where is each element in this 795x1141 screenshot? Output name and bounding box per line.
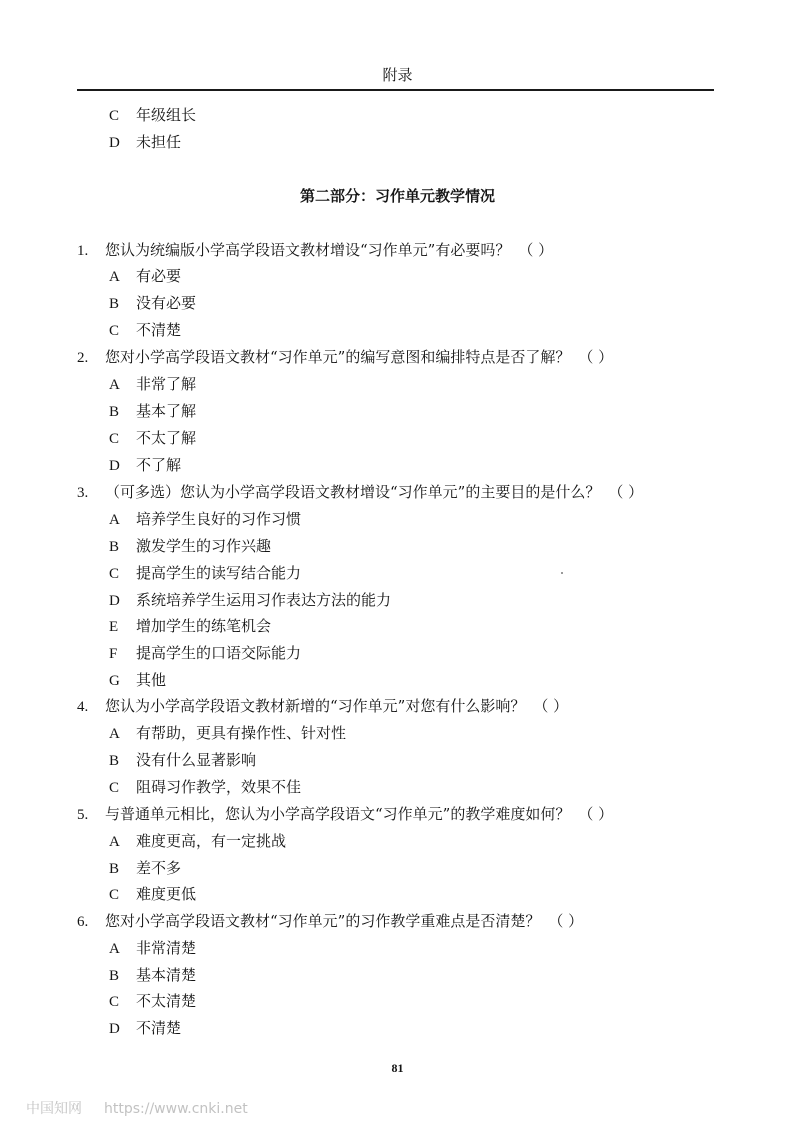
question-3-option-d (109, 589, 391, 611)
option-letter: B (109, 404, 120, 420)
answer-blank: （ ） (548, 912, 584, 930)
question-6-option-c (109, 990, 196, 1012)
question-3-option-a (109, 508, 301, 530)
option-letter: G (109, 673, 120, 689)
answer-blank: （ ） (608, 483, 644, 501)
question-number: 3. (77, 485, 89, 501)
option-text: 难度更高，有一定挑战 (136, 832, 287, 850)
option-text: 不太了解 (136, 429, 197, 447)
question-6 (77, 910, 583, 932)
question-3-option-e (109, 615, 271, 637)
question-3-option-c (109, 562, 301, 584)
question-text: 您认为统编版小学高学段语文教材增设“习作单元”有必要吗？ (105, 241, 511, 259)
option-letter: C (109, 994, 120, 1010)
header-rule (77, 89, 714, 91)
option-text: 系统培养学生运用习作表达方法的能力 (136, 591, 392, 609)
question-text: 您对小学高学段语文教材“习作单元”的编写意图和编排特点是否了解？ (105, 348, 571, 366)
question-2 (77, 346, 613, 368)
option-text: 不了解 (136, 456, 182, 474)
question-number: 2. (77, 350, 89, 366)
option-letter: C (109, 780, 120, 796)
answer-blank: （ ） (578, 805, 614, 823)
option-text: 阻碍习作教学，效果不佳 (136, 778, 302, 796)
option-letter: C (109, 323, 120, 339)
option-letter: B (109, 539, 120, 555)
option-text: 差不多 (136, 859, 182, 877)
option-letter: C (109, 887, 120, 903)
question-1-option-b (109, 292, 196, 314)
page-number: 81 (391, 1061, 404, 1075)
option-text: 激发学生的习作兴趣 (136, 537, 272, 555)
option-text: 不太清楚 (136, 992, 197, 1010)
option-text: 非常了解 (136, 375, 197, 393)
option-letter: D (109, 458, 120, 474)
option-letter: A (109, 941, 120, 957)
option-letter: C (109, 566, 120, 582)
section-title: 第二部分：习作单元教学情况 (299, 187, 495, 205)
option-letter: F (109, 646, 118, 662)
answer-blank: （ ） (578, 348, 614, 366)
option-letter: A (109, 269, 120, 285)
question-number: 6. (77, 914, 89, 930)
option-letter: D (109, 593, 120, 609)
question-2-option-a (109, 373, 196, 395)
option-letter: B (109, 861, 120, 877)
question-2-option-b (109, 400, 196, 422)
question-6-option-a (109, 937, 196, 959)
question-4-option-b (109, 749, 256, 771)
option-text: 难度更低 (136, 885, 197, 903)
option-letter: B (109, 968, 120, 984)
option-text: 提高学生的读写结合能力 (136, 564, 302, 582)
question-3 (77, 481, 643, 503)
option-text: 年级组长 (136, 106, 197, 124)
answer-blank: （ ） (518, 241, 554, 259)
option-text: 有帮助，更具有操作性、针对性 (136, 724, 347, 742)
watermark-brand: 中国知网 (26, 1101, 82, 1117)
option-letter: A (109, 377, 120, 393)
option-letter: A (109, 512, 120, 528)
option-text: 其他 (136, 671, 167, 689)
question-2-option-d (109, 454, 181, 476)
option-text: 非常清楚 (136, 939, 197, 957)
option-text: 培养学生良好的习作习惯 (136, 510, 302, 528)
option-letter: C (109, 431, 120, 447)
watermark-url: https://www.cnki.net (104, 1101, 248, 1117)
option-text: 基本了解 (136, 402, 197, 420)
watermark (26, 1098, 248, 1118)
intro-option (109, 131, 181, 153)
option-letter: E (109, 619, 119, 635)
running-header: 附录 (382, 66, 413, 84)
option-text: 未担任 (136, 133, 182, 151)
answer-blank: （ ） (533, 697, 569, 715)
question-2-option-c (109, 427, 196, 449)
intro-option (109, 104, 196, 126)
question-number: 5. (77, 807, 89, 823)
question-3-option-g (109, 669, 166, 691)
question-5-option-c (109, 883, 196, 905)
option-letter: A (109, 834, 120, 850)
option-text: 没有必要 (136, 294, 197, 312)
option-text: 提高学生的口语交际能力 (136, 644, 302, 662)
question-number: 1. (77, 243, 89, 259)
scan-speck (561, 572, 563, 574)
question-6-option-b (109, 964, 196, 986)
option-letter: A (109, 726, 120, 742)
question-1-option-c (109, 319, 181, 341)
option-letter: C (109, 108, 120, 124)
question-1-option-a (109, 265, 181, 287)
question-4-option-c (109, 776, 301, 798)
option-text: 基本清楚 (136, 966, 197, 984)
option-letter: D (109, 135, 120, 151)
question-3-option-f (109, 642, 301, 664)
option-text: 不清楚 (136, 321, 182, 339)
question-number: 4. (77, 699, 89, 715)
question-5 (77, 803, 613, 825)
option-text: 增加学生的练笔机会 (136, 617, 272, 635)
question-5-option-b (109, 857, 181, 879)
question-text: 您认为小学高学段语文教材新增的“习作单元”对您有什么影响？ (105, 697, 526, 715)
option-letter: B (109, 753, 120, 769)
question-3-option-b (109, 535, 271, 557)
question-4 (77, 695, 568, 717)
question-1 (77, 239, 553, 261)
question-5-option-a (109, 830, 286, 852)
option-text: 没有什么显著影响 (136, 751, 257, 769)
question-text: （可多选）您认为小学高学段语文教材增设“习作单元”的主要目的是什么？ (105, 483, 601, 501)
option-letter: B (109, 296, 120, 312)
option-text: 有必要 (136, 267, 182, 285)
question-4-option-a (109, 722, 346, 744)
option-text: 不清楚 (136, 1019, 182, 1037)
question-text: 与普通单元相比，您认为小学高学段语文“习作单元”的教学难度如何？ (105, 805, 571, 823)
option-letter: D (109, 1021, 120, 1037)
question-6-option-d (109, 1017, 181, 1039)
question-text: 您对小学高学段语文教材“习作单元”的习作教学重难点是否清楚？ (105, 912, 541, 930)
